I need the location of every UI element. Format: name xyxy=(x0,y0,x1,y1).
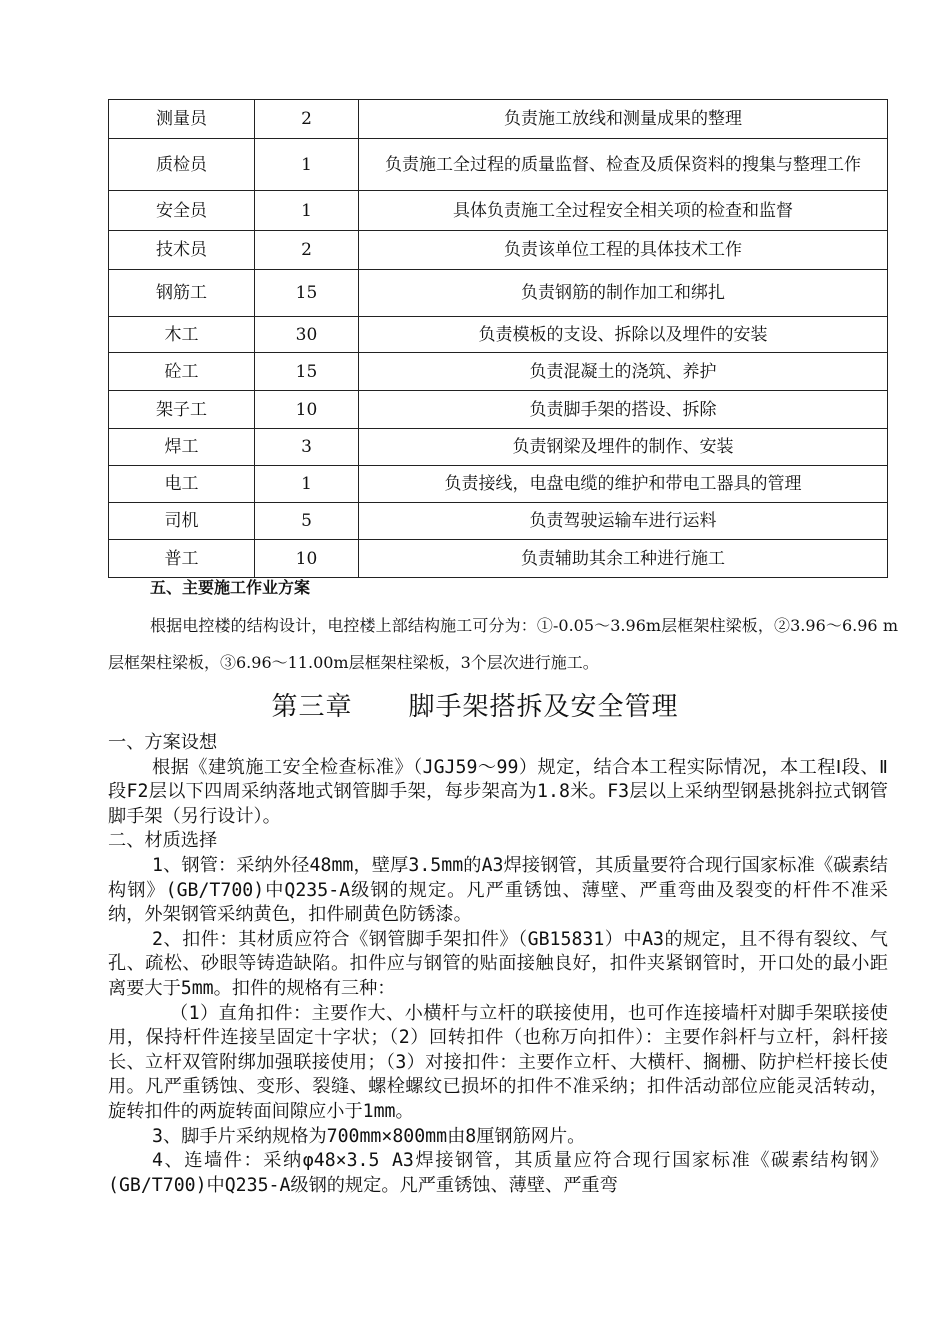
count-cell: 3 xyxy=(255,429,359,466)
staff-table-wrapper xyxy=(108,99,887,578)
role-cell: 技术员 xyxy=(109,231,255,270)
count-cell: 1 xyxy=(255,191,359,231)
count-cell: 2 xyxy=(255,231,359,270)
role-cell: 木工 xyxy=(109,317,255,353)
role-cell: 普工 xyxy=(109,540,255,578)
table-row xyxy=(109,391,888,429)
count-cell: 30 xyxy=(255,317,359,353)
table-row xyxy=(109,139,888,191)
count-cell: 15 xyxy=(255,270,359,317)
paragraph: 2、扣件：其材质应符合《钢管脚手架扣件》（GB15831）中A3的规定，且不得有裂纹、气孔、疏松、砂眼等铸造缺陷。扣件应与钢管的贴面接触良好，扣件夹紧钢管时，开口处的最小距离要大于5mm。扣件的规格有三种： xyxy=(108,928,888,999)
duty-cell: 负责驾驶运输车进行运料 xyxy=(359,503,888,540)
table-row xyxy=(109,540,888,578)
role-cell: 焊工 xyxy=(109,429,255,466)
count-cell: 15 xyxy=(255,353,359,391)
table-row xyxy=(109,317,888,353)
role-cell: 架子工 xyxy=(109,391,255,429)
duty-cell: 负责模板的支设、拆除以及埋件的安装 xyxy=(359,317,888,353)
count-cell: 1 xyxy=(255,466,359,503)
table-row xyxy=(109,100,888,139)
count-cell: 1 xyxy=(255,139,359,191)
count-cell: 10 xyxy=(255,540,359,578)
chapter-name: 脚手架搭拆及安全管理 xyxy=(408,692,679,722)
paragraph: 4、连墙件：采纳φ48×3.5 A3焊接钢管，其质量应符合现行国家标准《碳素结构钢》(GB/T700)中Q235-A级钢的规定。凡严重锈蚀、薄壁、严重弯 xyxy=(108,1150,888,1196)
count-cell: 10 xyxy=(255,391,359,429)
duty-cell: 负责施工全过程的质量监督、检查及质保资料的搜集与整理工作 xyxy=(359,139,888,191)
duty-cell: 负责钢筋的制作加工和绑扎 xyxy=(359,270,888,317)
chapter-title xyxy=(0,690,950,724)
duty-cell: 负责钢梁及埋件的制作、安装 xyxy=(359,429,888,466)
duty-cell: 负责该单位工程的具体技术工作 xyxy=(359,231,888,270)
table-row xyxy=(109,231,888,270)
table-row xyxy=(109,270,888,317)
section-paragraph: 根据电控楼的结构设计，电控楼上部结构施工可分为：①-0.05～3.96m层框架柱梁板，②3.96～6.96 m层框架柱梁板，③6.96～11.00m层框架柱梁板，3个层次进行施工。 xyxy=(108,616,898,672)
section-heading: 五、主要施工作业方案 xyxy=(150,578,311,597)
duty-cell: 负责辅助其余工种进行施工 xyxy=(359,540,888,578)
chapter-body xyxy=(108,731,888,1198)
table-row xyxy=(109,353,888,391)
paragraph: 3、脚手片采纳规格为700mm×800mm由8厘钢筋网片。 xyxy=(152,1125,586,1147)
role-cell: 砼工 xyxy=(109,353,255,391)
paragraph: 根据《建筑施工安全检查标准》（JGJ59～99）规定，结合本工程实际情况，本工程Ⅰ段、Ⅱ段F2层以下四周采纳落地式钢管脚手架，每步架高为1.8米。F3层以上采纳型钢悬挑斜拉式钢管脚手架（另行设计）。 xyxy=(108,756,888,827)
count-cell: 5 xyxy=(255,503,359,540)
chapter-number: 第三章 xyxy=(271,692,353,722)
role-cell: 质检员 xyxy=(109,139,255,191)
table-row xyxy=(109,466,888,503)
section-heading: 二、材质选择 xyxy=(108,830,218,852)
duty-cell: 负责施工放线和测量成果的整理 xyxy=(359,100,888,139)
role-cell: 司机 xyxy=(109,503,255,540)
table-row xyxy=(109,191,888,231)
role-cell: 安全员 xyxy=(109,191,255,231)
paragraph: （1）直角扣件：主要作大、小横杆与立杆的联接使用，也可作连接墙杆对脚手架联接使用，保持杆件连接呈固定十字状；（2）回转扣件（也称万向扣件）：主要作斜杆与立杆，斜杆接长、立杆双管附绑加强联接使用；（3）对接扣件：主要作立杆、大横杆、搁栅、防护栏杆接长使用。凡严重锈蚀、变形、裂缝、螺栓螺纹已损坏的扣件不准采纳；扣件活动部位应能灵活转动，旋转扣件的两旋转面间隙应小于1mm。 xyxy=(108,1002,888,1122)
duty-cell: 负责接线，电盘电缆的维护和带电工器具的管理 xyxy=(359,466,888,503)
role-cell: 测量员 xyxy=(109,100,255,139)
paragraph: 1、钢管：采纳外径48mm，壁厚3.5mm的A3焊接钢管，其质量要符合现行国家标准《碳素结构钢》(GB/T700)中Q235-A级钢的规定。凡严重锈蚀、薄壁、严重弯曲及裂变的杆件不准采纳，外架钢管采纳黄色，扣件刷黄色防锈漆。 xyxy=(108,854,888,926)
table-row xyxy=(109,503,888,540)
duty-cell: 负责混凝土的浇筑、养护 xyxy=(359,353,888,391)
table-row xyxy=(109,429,888,466)
role-cell: 钢筋工 xyxy=(109,270,255,317)
count-cell: 2 xyxy=(255,100,359,139)
staff-table xyxy=(108,99,888,578)
section-heading: 一、方案设想 xyxy=(108,732,218,753)
role-cell: 电工 xyxy=(109,466,255,503)
duty-cell: 具体负责施工全过程安全相关项的检查和监督 xyxy=(359,191,888,231)
duty-cell: 负责脚手架的搭设、拆除 xyxy=(359,391,888,429)
